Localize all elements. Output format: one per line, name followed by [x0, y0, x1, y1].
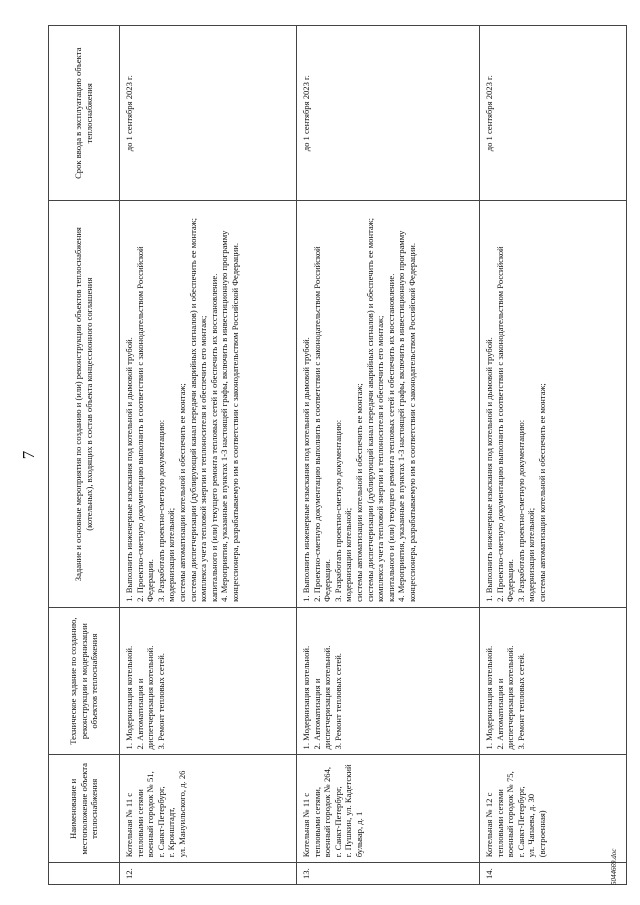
work-items	[297, 201, 480, 607]
task-line: диспетчеризация котельной.	[322, 645, 333, 750]
deadline: до 1 сентября 2023 г.	[480, 26, 627, 202]
task-line: 1. Модернизация котельной.	[301, 645, 311, 750]
facility-name-line: г. Кронштадт,	[166, 807, 177, 858]
facility-name-line: Котельная № 11 с	[301, 792, 311, 858]
facility-name-line: тепловыми сетями,	[311, 786, 322, 858]
facility-name-line: ул. Мануильского, д. 26	[176, 770, 187, 858]
header-works: Задание и основные мероприятия по созданию и (или) реконструкции объектов теплоснабжения (котельных), входящих в состав объекта концессионного соглашения	[49, 201, 120, 607]
task-line: диспетчеризация котельной.	[505, 645, 516, 750]
task-line: 3. Ремонт тепловых сетей.	[332, 653, 343, 750]
row-number: 13.	[297, 863, 480, 885]
technical-tasks	[120, 607, 297, 755]
work-line: капитального и (или) текущего ремонта тепловых сетей и обеспечить их восстановление.	[385, 273, 396, 602]
task-line: 2. Автоматизация и	[134, 678, 145, 750]
work-line: 4. Мероприятия, указанные в пунктах 1-3 настоящей графы, включить в инвестиционную программу концессионера, разрабатываемую им в соответствии с законодательством Российской Федерации.	[219, 230, 240, 602]
facility-name-line: военный городок № 51,	[145, 771, 156, 858]
rotated-document-page	[20, 25, 620, 885]
work-line: системы автоматизации котельной и обеспечить ее монтаж;	[353, 383, 364, 602]
table-header-row	[49, 26, 120, 885]
work-line: системы диспетчеризации (дублирующий канал передачи аварийных сигналов) и обеспечить ее монтаж;	[364, 217, 375, 602]
work-items	[480, 201, 627, 607]
work-line: модернизации котельной;	[526, 507, 537, 602]
table-row	[297, 26, 480, 885]
facility-name-line: г. Санкт-Петербург,	[332, 786, 343, 858]
task-line: 3. Ремонт тепловых сетей.	[155, 653, 166, 750]
facility-name	[480, 755, 627, 863]
table-row	[120, 26, 297, 885]
work-line: 1. Выполнить инженерные изыскания под котельной и дымовой трубой.	[484, 337, 494, 602]
facility-name-line: тепловыми сетями	[494, 789, 505, 858]
work-line: комплекса учета тепловой энергии и теплоносителя и обеспечить его монтаж;	[375, 315, 386, 602]
work-line: 2. Проектно-сметную документацию выполнить в соответствии с законодательством Российской Федерации.	[494, 246, 516, 602]
technical-tasks	[297, 607, 480, 755]
facility-name-line: (встроенная)	[536, 810, 547, 858]
work-line: 3. Разработать проектно-сметную документацию:	[515, 419, 526, 602]
facility-name-line: тепловыми сетями	[134, 789, 145, 858]
work-line: 1. Выполнить инженерные изыскания под котельной и дымовой трубой.	[301, 337, 311, 602]
facility-name-line: г. Пушкин, ул. Кадетский	[343, 764, 354, 858]
facilities-table	[48, 25, 627, 885]
task-line: диспетчеризация котельной.	[145, 645, 156, 750]
facility-name	[297, 755, 480, 863]
facility-name-line: военный городок № 264,	[322, 766, 333, 858]
task-line: 3. Ремонт тепловых сетей.	[515, 653, 526, 750]
work-line: капитального и (или) текущего ремонта тепловых сетей и обеспечить их восстановление.	[208, 273, 219, 602]
facility-name-line: бульвар, д. 1	[353, 811, 364, 858]
work-items	[120, 201, 297, 607]
work-line: модернизации котельной;	[166, 507, 177, 602]
facility-name-line: г. Санкт-Петербург,	[515, 786, 526, 858]
document-filename: 5044669.doc	[610, 848, 618, 885]
work-line: 3. Разработать проектно-сметную документацию:	[332, 419, 343, 602]
facility-name-line: г. Санкт-Петербург,	[155, 786, 166, 858]
facility-name-line: Котельная № 11 с	[124, 792, 134, 858]
task-line: 2. Автоматизация и	[311, 678, 322, 750]
deadline: до 1 сентября 2023 г.	[297, 26, 480, 202]
page-number: 7	[19, 450, 38, 460]
technical-tasks	[480, 607, 627, 755]
work-line: 4. Мероприятия, указанные в пунктах 1-3 настоящей графы, включить в инвестиционную программу концессионера, разрабатываемую им в соответствии с законодательством Российской Федерации.	[396, 230, 417, 602]
facility-name-line: Котельная № 12 с	[484, 792, 494, 858]
work-line: системы автоматизации котельной и обеспечить ее монтаж;	[536, 383, 547, 602]
work-line: модернизации котельной;	[343, 507, 354, 602]
work-line: 2. Проектно-сметную документацию выполнить в соответствии с законодательством Российской Федерации.	[134, 246, 156, 602]
facility-name-line: ул. Чапаева, д. 30	[526, 793, 537, 858]
header-num	[49, 863, 120, 885]
task-line: 1. Модернизация котельной.	[124, 645, 134, 750]
task-line: 1. Модернизация котельной.	[484, 645, 494, 750]
row-number: 14.	[480, 863, 627, 885]
work-line: комплекса учета тепловой энергии и теплоносителя и обеспечить его монтаж;	[198, 315, 209, 602]
header-deadline: Срок ввода в эксплуатацию объекта теплоснабжения	[49, 26, 120, 202]
work-line: 1. Выполнить инженерные изыскания под котельной и дымовой трубой.	[124, 337, 134, 602]
header-name: Наименование и местоположение объекта теплоснабжения	[49, 755, 120, 863]
table-row	[480, 26, 627, 885]
work-line: системы автоматизации котельной и обеспечить ее монтаж;	[176, 383, 187, 602]
header-tasks: Техническое задание по созданию, реконструкции и модернизации объектов теплоснабжения	[49, 607, 120, 755]
facility-name	[120, 755, 297, 863]
task-line: 2. Автоматизация и	[494, 678, 505, 750]
facility-name-line: военный городок № 75,	[505, 771, 516, 858]
row-number: 12.	[120, 863, 297, 885]
work-line: 2. Проектно-сметную документацию выполнить в соответствии с законодательством Российской Федерации.	[311, 246, 333, 602]
work-line: 3. Разработать проектно-сметную документацию:	[155, 419, 166, 602]
deadline: до 1 сентября 2023 г.	[120, 26, 297, 202]
work-line: системы диспетчеризации (дублирующий канал передачи аварийных сигналов) и обеспечить ее монтаж;	[187, 217, 198, 602]
